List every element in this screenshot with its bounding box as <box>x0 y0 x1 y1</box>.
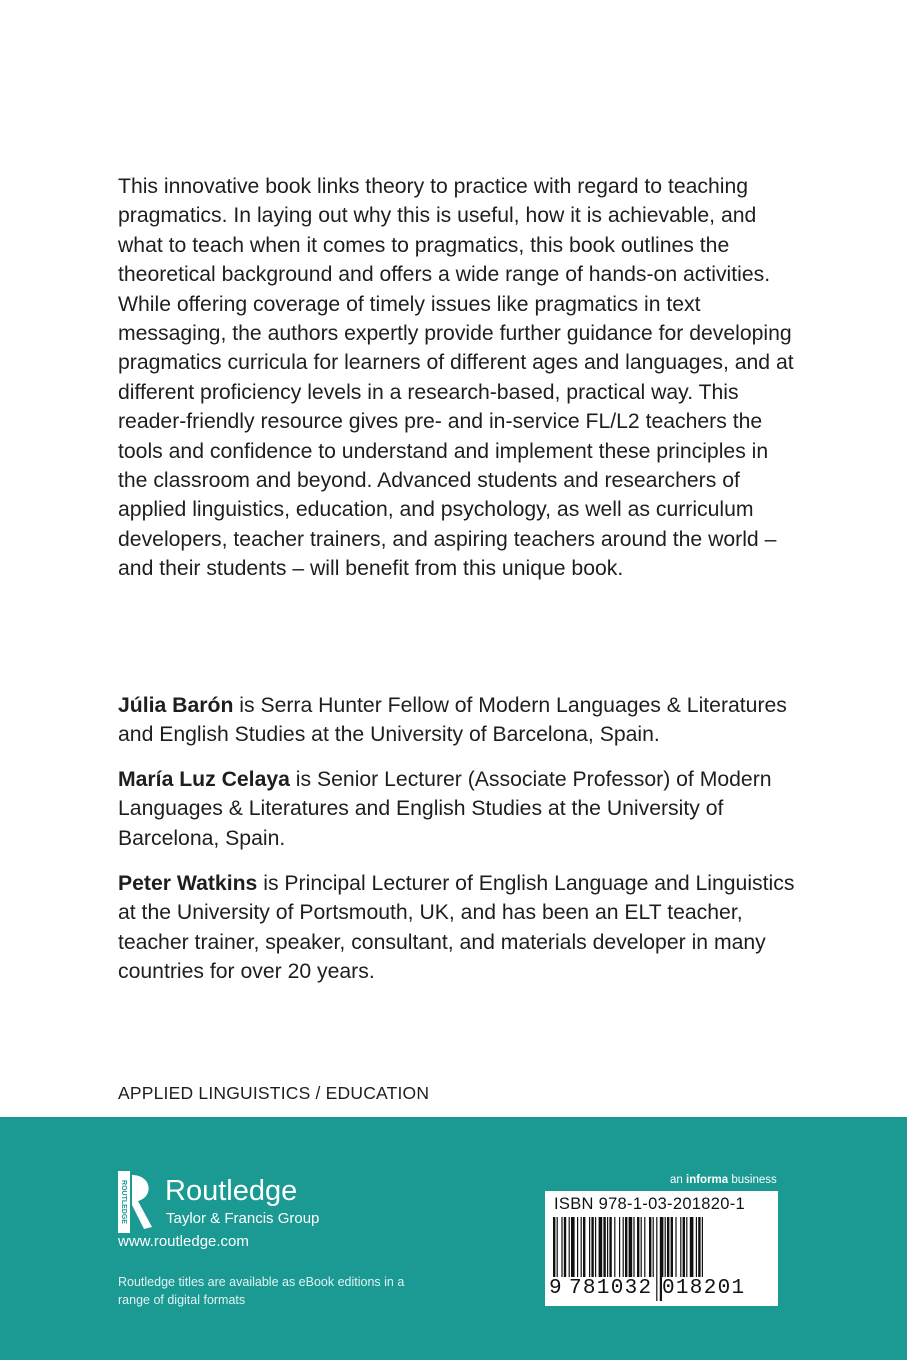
barcode-bar <box>683 1217 685 1277</box>
barcode-bar <box>599 1217 603 1277</box>
publisher-group: Taylor & Francis Group <box>166 1210 320 1227</box>
barcode-left-digits: 781032 <box>569 1277 653 1300</box>
author-bio-3 <box>118 869 808 987</box>
author-bio-text: is Serra Hunter Fellow of Modern Languages & Literatures and English Studies at the University of Barcelona, Spain. <box>118 694 787 747</box>
barcode-bar <box>629 1217 633 1277</box>
publisher-footer <box>0 1117 907 1360</box>
barcode-bar <box>649 1217 651 1277</box>
author-bio-2 <box>118 765 808 853</box>
barcode-bar <box>569 1217 570 1277</box>
logo-text: ROUTLEDGE <box>120 1180 128 1224</box>
informa-tagline: an informa business <box>670 1174 777 1186</box>
book-blurb: This innovative book links theory to practice with regard to teaching pragmatics. In laying out why this is useful, how it is achievable, and what to teach when it comes to pragmatics, this book outlines the theoretical background and offers a wide range of hands-on activities. While offering coverage of timely issues like pragmatics in text messaging, the authors expertly provide further guidance for developing pragmatics curricula for learners of different ages and languages, and at different proficiency levels in a research-based, practical way. This reader-friendly resource gives pre- and in-service FL/L2 teachers the tools and confidence to understand and implement these principles in the classroom and beyond. Advanced students and researchers of applied linguistics, education, and psychology, as well as curriculum developers, teacher trainers, and aspiring teachers around the world – and their students – will benefit from this unique book. <box>118 175 794 581</box>
author-bio-1 <box>118 691 808 750</box>
informa-brand: informa <box>686 1174 729 1186</box>
barcode-bar <box>680 1217 681 1277</box>
barcode-bar <box>644 1217 645 1277</box>
barcode-bar <box>603 1217 605 1277</box>
barcode-bar <box>633 1217 634 1277</box>
barcode-bar <box>589 1217 590 1277</box>
barcode-bar <box>561 1217 562 1277</box>
routledge-logo-icon <box>118 1171 158 1233</box>
barcode-bar <box>641 1217 642 1277</box>
barcode-bar <box>690 1217 694 1277</box>
isbn-label: ISBN 978-1-03-201820-1 <box>554 1195 745 1213</box>
barcode-bar <box>623 1217 624 1277</box>
author-bio-text: is Senior Lecturer (Associate Professor) of Modern Languages & Literatures and English Studies at the University of Barcelona, Spain. <box>118 768 772 850</box>
barcode <box>545 1191 778 1306</box>
barcode-bar <box>698 1217 700 1277</box>
publisher-url: www.routledge.com <box>118 1233 249 1250</box>
barcode-first-digit: 9 <box>549 1277 562 1300</box>
barcode-right-digits: 018201 <box>662 1277 746 1300</box>
publisher-name: Routledge <box>165 1175 298 1207</box>
barcode-bar <box>564 1217 566 1277</box>
barcode-bar <box>571 1217 575 1277</box>
barcode-bar <box>595 1217 596 1277</box>
barcode-bar <box>653 1217 654 1277</box>
author-name: María Luz Celaya <box>118 768 290 791</box>
barcode-bar <box>637 1217 639 1277</box>
barcode-bar <box>619 1217 620 1277</box>
barcode-bar <box>656 1217 657 1301</box>
barcode-bar <box>686 1217 687 1277</box>
author-bio-text: is Principal Lecturer of English Language and Linguistics at the University of Portsmouth, UK, and has been an ELT teacher, teacher trainer, speaker, consultant, and materials developer in many countries for over 20 years. <box>118 872 795 984</box>
barcode-bar <box>665 1217 666 1277</box>
barcode-bar <box>702 1217 703 1277</box>
barcode-bar <box>607 1217 608 1277</box>
ebook-note: Routledge titles are available as eBook editions in a range of digital formats <box>118 1275 405 1307</box>
barcode-bar <box>675 1217 676 1277</box>
barcode-bar <box>609 1217 611 1277</box>
subject-category: APPLIED LINGUISTICS / EDUCATION <box>118 1083 430 1103</box>
author-name: Júlia Barón <box>118 694 234 717</box>
barcode-bar <box>591 1217 593 1277</box>
author-name: Peter Watkins <box>118 872 258 895</box>
barcode-bar <box>581 1217 582 1277</box>
barcode-bar <box>696 1217 697 1277</box>
barcode-bar <box>614 1217 615 1277</box>
barcode-bar <box>667 1217 669 1277</box>
barcode-bar <box>671 1217 673 1277</box>
barcode-bar <box>583 1217 585 1277</box>
barcode-bar <box>577 1217 578 1277</box>
barcode-bar <box>625 1217 627 1277</box>
